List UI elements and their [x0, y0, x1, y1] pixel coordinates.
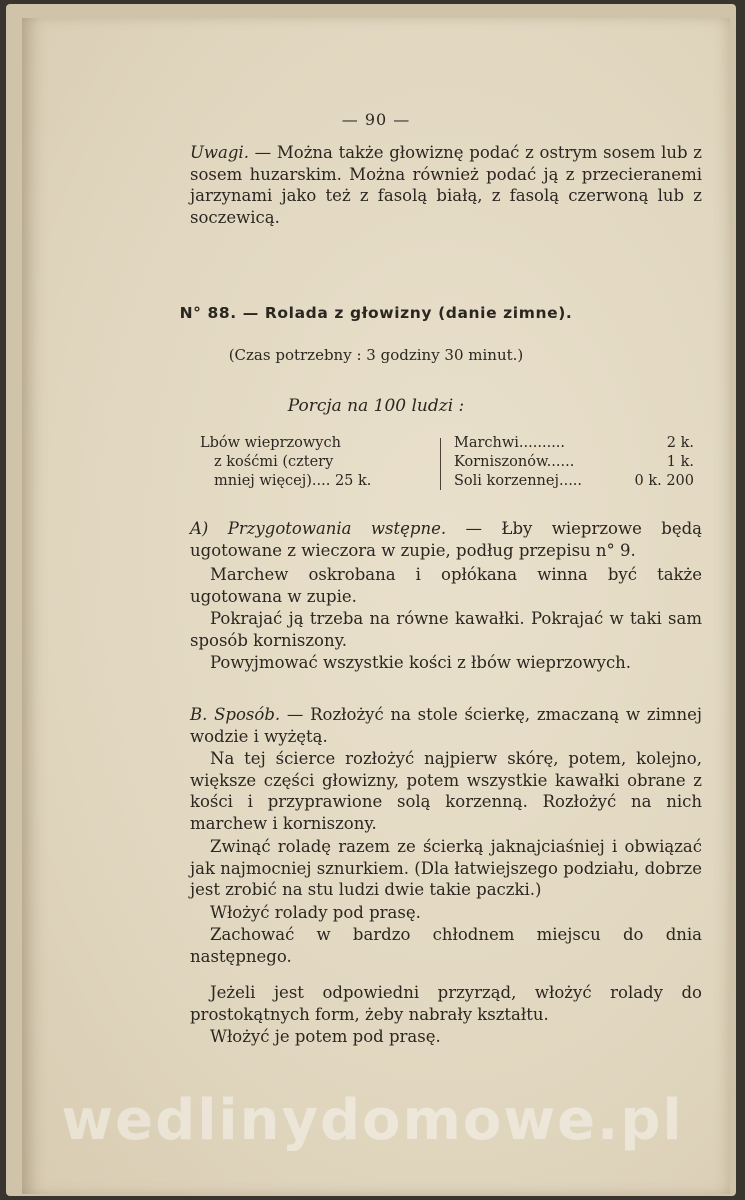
- remarks-label: Uwagi.: [190, 143, 249, 162]
- section-b-line: Na tej ścierce rozłożyć najpierw skórę, potem, kolejno, większe części głowizny, potem wszystkie kawałki obrane z kości i przyprawione solą korzenną. Rozłożyć na nich marchew i korniszony.: [190, 749, 702, 833]
- page-number: — 90 —: [341, 110, 411, 129]
- watermark: wedlinydomowe.pl: [61, 1088, 684, 1153]
- ingredients-left: [200, 434, 450, 491]
- section-b-line: Włożyć rolady pod prasę.: [210, 903, 421, 922]
- recipe-time: (Czas potrzebny : 3 godziny 30 minut.): [228, 346, 524, 364]
- ingredient-name: Marchwi..........: [454, 435, 566, 451]
- ingredient-qty: 0 k. 200: [634, 473, 694, 489]
- ingredient-name: Soli korzennej.....: [454, 473, 583, 489]
- ingredients-right: [454, 434, 694, 491]
- section-b-label: B. Sposób.: [190, 705, 281, 724]
- ingredient-qty: 2 k.: [666, 435, 694, 451]
- section-b-paragraph: [190, 704, 702, 747]
- section-b-line: Zachować w bardzo chłodnem miejscu do dnia następnego.: [190, 925, 702, 966]
- book-page: [22, 18, 730, 1194]
- section-a-line: Powyjmować wszystkie kości z łbów wieprzowych.: [210, 653, 632, 672]
- ingredients-divider: [440, 438, 441, 490]
- section-a-line: Pokrajać ją trzeba na równe kawałki. Pokrajać w taki sam sposób korniszony.: [190, 609, 702, 650]
- final-line: Jeżeli jest odpowiedni przyrząd, włożyć rolady do prostokątnych form, żeby nabrały kształtu.: [190, 983, 702, 1024]
- final-line: Włożyć je potem pod prasę.: [210, 1027, 441, 1046]
- ingredient-name: Korniszonów......: [454, 454, 575, 470]
- portion-heading: Porcja na 100 ludzi :: [287, 396, 465, 416]
- section-a-line: — Łby wieprzowe będą ugotowane z wieczora w zupie, podług przepisu n° 9.: [190, 519, 702, 560]
- section-b-line: — Rozłożyć na stole ścierkę, zmaczaną w zimnej wodzie i wyżętą.: [190, 705, 703, 746]
- ingredient-row: [454, 472, 694, 491]
- ingredient-row: [454, 434, 694, 453]
- ingredient-line: Lbów wieprzowych: [200, 435, 341, 451]
- ingredient-line: mniej więcej).... 25 k.: [214, 473, 372, 489]
- ingredient-row: [454, 453, 694, 472]
- recipe-title: N° 88. — Rolada z głowizny (danie zimne).: [179, 304, 573, 322]
- remarks-text: — Można także głowiznę podać z ostrym sosem lub z sosem huzarskim. Można również podać ją z przecieranemi jarzynami jako też z fasolą białą, z fasolą czerwoną lub z soczewicą.: [190, 143, 702, 227]
- section-a-paragraph: [190, 518, 702, 561]
- section-a-line: Marchew oskrobana i opłókana winna być także ugotowana w zupie.: [190, 565, 702, 606]
- section-a-label: A) Przygotowania wstępne.: [190, 519, 447, 538]
- ingredient-line: z kośćmi (cztery: [214, 454, 334, 470]
- ingredient-qty: 1 k.: [666, 454, 694, 470]
- remarks-paragraph: [190, 142, 702, 228]
- section-b-line: Zwinąć roladę razem ze ścierką jaknajciaśniej i obwiązać jak najmocniej sznurkiem. (Dla łatwiejszego podziału, dobrze jest zrobić na stu ludzi dwie takie paczki.): [190, 837, 702, 899]
